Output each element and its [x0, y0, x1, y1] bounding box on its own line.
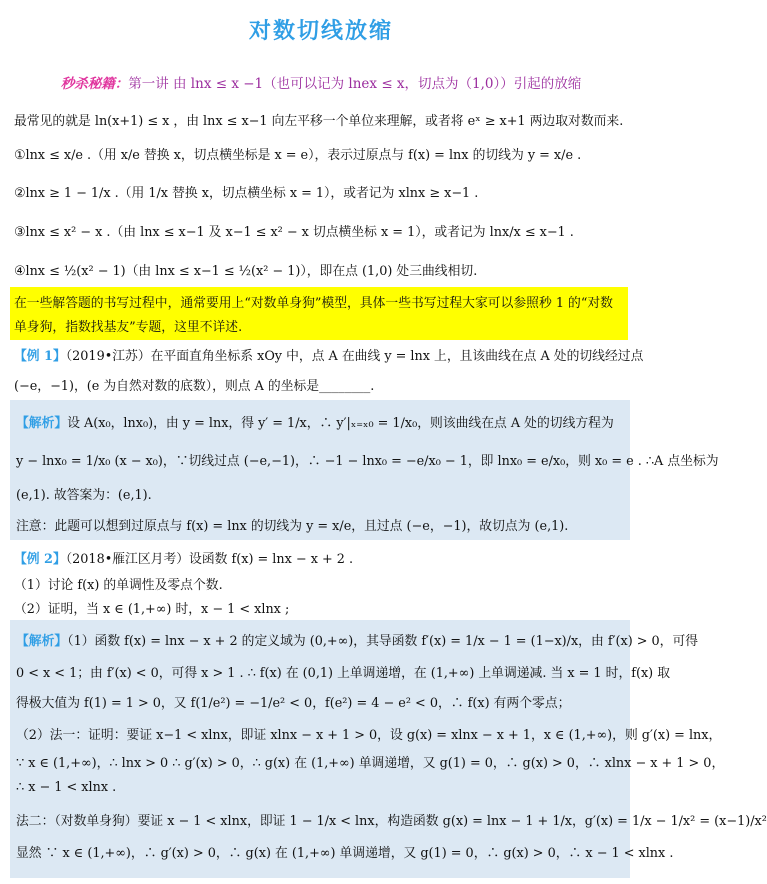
example-2-line [14, 548, 353, 567]
example-2-line: （1）讨论 f(x) 的单调性及零点个数. [14, 578, 223, 593]
solution-2-line: 0 < x < 1；由 f′(x) < 0，可得 x > 1 . ∴ f(x) 在 (0,1) 上单调递增，在 (1,+∞) 上单调递减. 当 x = 1 时，f(x) 取 [16, 666, 671, 681]
example-2-text: （2018•雁江区月考）设函数 f(x) = lnx − x + 2 . [65, 552, 354, 567]
solution-1-note: 注意：此题可以想到过原点与 f(x) = lnx 的切线为 y = x/e，且过点 (−e，−1)，故切点为 (e,1). [16, 519, 569, 534]
solution-1-box [10, 400, 719, 540]
formula-item-2: ②lnx ≥ 1 − 1/x .（用 1/x 替换 x，切点横坐标 x = 1），或者记为 xlnx ≥ x−1 . [14, 186, 479, 201]
highlight-note [10, 287, 628, 340]
solution-2-text: （1）函数 f(x) = lnx − x + 2 的定义域为 (0,+∞)，其导函数 f′(x) = 1/x − 1 = (1−x)/x，由 f′(x) > 0，可得 [67, 634, 699, 649]
subtitle-text: 第一讲 由 lnx ≤ x −1（也可以记为 lnex ≤ x，切点为（1,0））引起的放缩 [128, 76, 582, 92]
highlight-line: 单身狗，指数找基友”专题，这里不详述. [14, 320, 243, 335]
solution-2-line: ∵ x ∈ (1,+∞)，∴ lnx > 0 ∴ g′(x) > 0，∴ g(x) 在 (1,+∞) 单调递增，又 g(1) = 0，∴ g(x) > 0，∴ xlnx − x + 1 > 0， [16, 756, 725, 771]
solution-2-box [10, 620, 767, 878]
example-1-line: (−e，−1)，(e 为自然对数的底数），则点 A 的坐标是________. [14, 379, 375, 394]
solution-2-line: 法二：（对数单身狗）要证 x − 1 < xlnx，即证 1 − 1/x < lnx，构造函数 g(x) = lnx − 1 + 1/x，g′(x) = 1/x − 1/x² = (x−1)/x² [16, 814, 767, 829]
solution-2-line: 显然 ∵ x ∈ (1,+∞)，∴ g′(x) > 0，∴ g(x) 在 (1,+∞) 单调递增，又 g(1) = 0，∴ g(x) > 0，∴ x − 1 < xlnx . [16, 846, 674, 861]
solution-1-text: 设 A(x₀，lnx₀)，由 y = lnx，得 y′ = 1/x，∴ y′|ₓ₌ₓ₀ = 1/x₀，则该曲线在点 A 处的切线方程为 [67, 416, 614, 431]
example-2-line: （2）证明，当 x ∈ (1,+∞) 时，x − 1 < xlnx ; [14, 602, 290, 617]
lecture-subtitle [0, 72, 642, 92]
solution-1-tag: 【解析】 [16, 416, 68, 431]
highlight-line: 在一些解答题的书写过程中，通常要用上“对数单身狗”模型，具体一些书写过程大家可以参照秒 1 的“对数 [14, 296, 613, 311]
example-1-text: （2019•江苏）在平面直角坐标系 xOy 中，点 A 在曲线 y = lnx 上，且该曲线在点 A 处的切线经过点 [65, 349, 644, 364]
solution-2-line: ∴ x − 1 < xlnx . [16, 780, 117, 795]
solution-2-line: 得极大值为 f(1) = 1 > 0，又 f(1/e²) = −1/e² < 0，f(e²) = 4 − e² < 0，∴ f(x) 有两个零点； [16, 696, 571, 711]
solution-2-line: （2）法一：证明：要证 x−1 < xlnx，即证 xlnx − x + 1 > 0，设 g(x) = xlnx − x + 1，x ∈ (1,+∞)，则 g′(x) = lnx， [16, 728, 722, 743]
solution-2-tag: 【解析】 [16, 634, 68, 649]
solution-2-line [16, 630, 698, 649]
formula-item-4: ④lnx ≤ ½(x² − 1)（由 lnx ≤ x−1 ≤ ½(x² − 1)），即在点 (1,0) 处三曲线相切. [14, 264, 478, 279]
solution-1-line [16, 412, 614, 431]
solution-1-line: y − lnx₀ = 1/x₀ (x − x₀)，∵切线过点 (−e,−1)，∴ −1 − lnx₀ = −e/x₀ − 1，即 lnx₀ = e/x₀，则 x₀ = e . ∴A 点坐标为 [16, 454, 719, 469]
solution-1-line: (e,1). 故答案为：(e,1). [16, 488, 152, 503]
formula-item-1: ①lnx ≤ x/e .（用 x/e 替换 x，切点横坐标是 x = e），表示过原点与 f(x) = lnx 的切线为 y = x/e . [14, 148, 582, 163]
formula-item-3: ③lnx ≤ x² − x .（由 lnx ≤ x−1 及 x−1 ≤ x² − x 切点横坐标 x = 1），或者记为 lnx/x ≤ x−1 . [14, 225, 574, 240]
example-1-line [14, 345, 643, 364]
example-2-tag: 【例 2】 [14, 552, 66, 567]
subtitle-brand: 秒杀秘籍： [60, 76, 129, 92]
intro-text: 最常见的就是 ln(x+1) ≤ x ，由 lnx ≤ x−1 向左平移一个单位来理解，或者将 eˣ ≥ x+1 两边取对数而来. [14, 114, 624, 129]
example-1-tag: 【例 1】 [14, 349, 66, 364]
page-title: 对数切线放缩 [248, 19, 393, 44]
